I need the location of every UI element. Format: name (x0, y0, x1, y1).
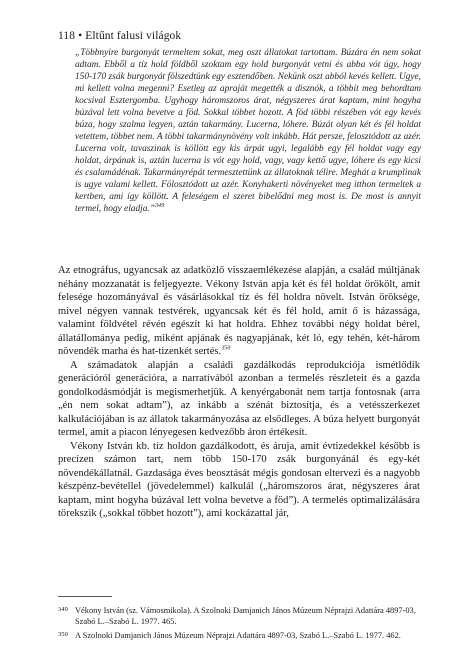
footnotes (58, 605, 420, 645)
paragraph-text: Az etnográfus, ugyancsak az adatközlő visszaemlékezése alapján, a család múltjának néhány mozzanatát is feljegyezte. Vékony István apja két és fél holdat örökölt, amit felesége hozományával és vásárlásokkal tíz és fél holdra növelt. István öröksége, mivel négyen vannak testvérek, ugyancsak két és fél hold, amit ő is házassága, valamint földvétel révén egészít ki hat holdra. Ehhez további négy holdat bérel, állatállománya pedig, miként apjának és nagyapjának, két ló, egy tehén, két-három növendék marha és hat-tizenkét sertés. (58, 265, 420, 358)
paragraph-2 (58, 359, 420, 440)
paragraph-3 (58, 440, 420, 521)
block-quote (75, 47, 421, 215)
footnote-ref-349[interactable]: 349 (154, 201, 165, 209)
paragraph-1 (58, 264, 420, 359)
footnote-ref-350[interactable]: 350 (221, 344, 231, 352)
footnote-number: 349 (58, 606, 68, 613)
footnote-separator (58, 596, 112, 597)
running-header (58, 30, 181, 42)
paragraph-text: Vékony István kb. tíz holdon gazdálkodott, és áruja, amit évtizedekkel később is precízen számon tart, nem több 150-170 zsák burgonyánál és egy-két növendékállatnál. Gazdasága éves beosztását mégis gondosan eltervezi és a nagyobb készpénz-bevétellel (jövedelemmel) kalkulál („háromszoros árat, négyszeres árat kaptam, mint hogyha búzával lett volna bevetve a föd”). A termelés optimalizálására törekszik („sokkal többet hozott”), ami kockázattal jár, (58, 440, 420, 520)
footnote-349 (58, 605, 420, 627)
header-separator: • (78, 30, 83, 42)
footnote-number: 350 (58, 631, 68, 639)
footnote-350 (58, 630, 420, 641)
footnote-text: A Szolnoki Damjanich János Múzeum Néprajzi Adattára 4897-03, Szabó L.–Szabó L. 1977. 462. (75, 631, 401, 641)
body-text (58, 264, 420, 521)
running-title: Eltűnt falusi világok (85, 30, 182, 42)
page-number: 118 (58, 30, 76, 42)
footnote-text: Vékony István (sz. Vámosmikola). A Szolnoki Damjanich János Múzeum Néprajzi Adattára 4897-03, Szabó L.–Szabó L. 1977. 465. (75, 606, 416, 627)
quote-text: „Többnyire burgonyát termeltem sokat, meg oszt állatokat tartottam. Búzára én nem sokat adtam. Ebből a tíz hold földből szoktam egy hold burgonyát vetni és abba vót úgy, hogy 150-170 zsák burgonyát fölszedtünk egy esztendőben. Nekünk oszt abból kevés kellett. Ugye, mi kellett volna megenni? Esetleg az apraját megették a disznók, a többit meg behordtam kocsival Esztergomba. Ugyhogy háromszoros árat, négyszeres árat kaptam, mint hogyha búzával lett volna bevetve a föd. Sokkal többet hozott. A föd többi részében vót egy kevés búza, hogy szalma legyen, aztán takarmány. Lucerna, lóhere. Búzát olyan két és fél holdat vetettem, többet nem. A többi takarmánynövény volt inkább. Hát persze, felosztódott az azér. Lucerna volt, tavaszinak is köllött egy kis árpát ugyi, legalább egy fél holdat vagy egy holdat, árpának is, aztán lucerna is vót egy hold, vagy, vagy kettő ugye, lóhere és egy kicsi és csalamádénak. Takarmányrépát termesztettünk az állatoknak télire. Meghát a krumplinak is ugye valami kellett. Fölosztódott az azér. Konyhakerti növényeket meg itthon termeltek a kertben, ami így köllött. A feleségem el szeret bibelődni meg most is. De most is annyit termel, hogy eladja.” (75, 48, 421, 214)
paragraph-text: A számadatok alapján a családi gazdálkodás reprodukciója ismétlődik generációról generációra, a narratívából azonban a termelés részleteit és a gazda gondolkodásmódját is megismerhetjük. A kenyérgabonát nem tartja fontosnak (arra „én nem sokat adtam”), az inkább a szénát biztosítja, és a vetésszerkezet kalkulációjában is az állatok takarmányozása az elsődleges. A búza helyett burgonyát termel, amit a piacon lényegesen kedvezőbb áron értékesít. (58, 359, 420, 439)
